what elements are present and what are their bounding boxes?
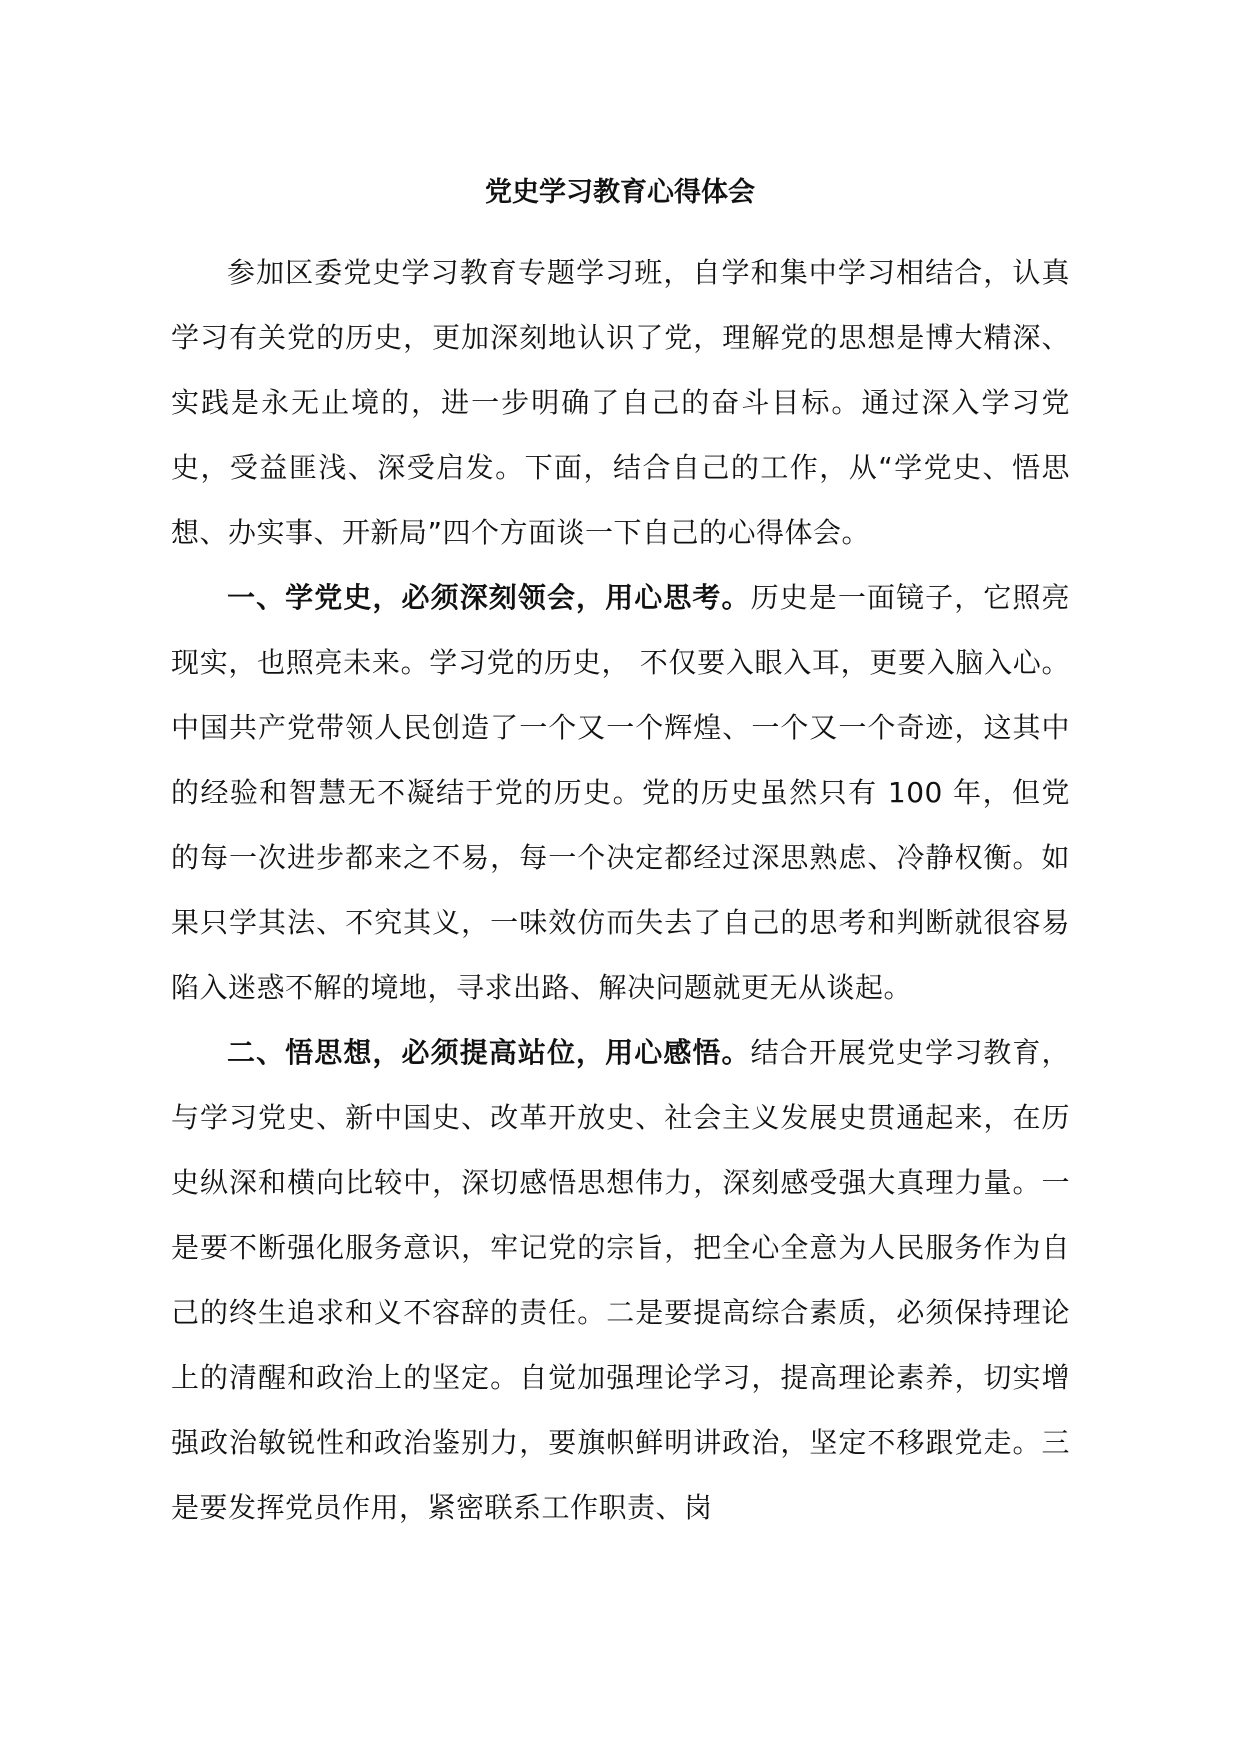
paragraph-section-two xyxy=(171,1020,1070,1540)
paragraph-text: 结合开展党史学习教育，与学习党史、新中国史、改革开放史、社会主义发展史贯通起来，在历史纵深和横向比较中，深切感悟思想伟力，深刻感受强大真理力量。一是要不断强化服务意识，牢记党的宗旨，把全心全意为人民服务作为自己的终生追求和义不容辞的责任。二是要提高综合素质，必须保持理论上的清醒和政治上的坚定。自觉加强理论学习，提高理论素养，切实增强政治敏锐性和政治鉴别力，要旗帜鲜明讲政治，坚定不移跟党走。三是要发挥党员作用，紧密联系工作职责、岗 xyxy=(171,1036,1070,1524)
document-body xyxy=(171,240,1070,1540)
paragraph-lead: 一、学党史，必须深刻领会，用心思考。 xyxy=(227,581,751,614)
paragraph-text: 参加区委党史学习教育专题学习班，自学和集中学习相结合，认真学习有关党的历史，更加深刻地认识了党，理解党的思想是博大精深、实践是永无止境的，进一步明确了自己的奋斗目标。通过深入学习党史，受益匪浅、深受启发。下面，结合自己的工作，从“学党史、悟思想、办实事、开新局”四个方面谈一下自己的心得体会。 xyxy=(171,256,1070,549)
paragraph-lead: 二、悟思想，必须提高站位，用心感悟。 xyxy=(227,1036,751,1069)
document-title: 党史学习教育心得体会 xyxy=(485,177,755,208)
paragraph-section-one xyxy=(171,565,1070,1020)
paragraph-intro xyxy=(171,240,1070,565)
paragraph-text: 历史是一面镜子，它照亮现实，也照亮未来。学习党的历史， 不仅要入眼入耳，更要入脑入心。中国共产党带领人民创造了一个又一个辉煌、一个又一个奇迹，这其中的经验和智慧无不凝结于党的历史。党的历史虽然只有 100 年，但党的每一次进步都来之不易，每一个决定都经过深思熟虑、冷静权衡。如果只学其法、不究其义，一味效仿而失去了自己的思考和判断就很容易陷入迷惑不解的境地，寻求出路、解决问题就更无从谈起。 xyxy=(171,581,1070,1004)
